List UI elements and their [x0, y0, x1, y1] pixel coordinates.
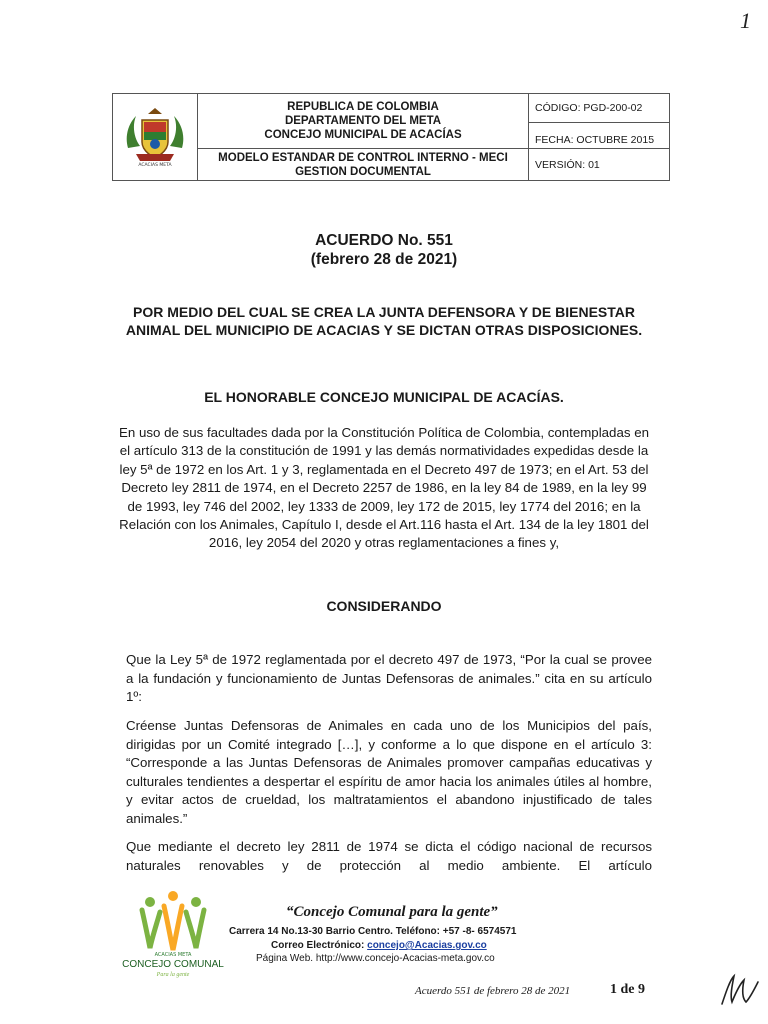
- legal-basis-paragraph: En uso de sus facultades dada por la Constitución Política de Colombia, contempladas en el artículo 313 de la constitución de 1991 y las demás normatividades expedidas desde la ley 5ª de 1972 en los Art. 1 y 3, reglamentada en el Decreto 497 de 1973; en el Art. 53 del Decreto ley 2811 de 1974, en el Decreto 2257 de 1986, en la ley 84 de 1989, en la ley 99 de 1993, ley 746 del 2002, ley 1333 de 2009, ley 172 de 2015, ley 1774 del 2016; en la Relación con los Animales, Capítulo I, desde el Art.116 hasta el Art. 134 de la ley 1801 del 2016, ley 2054 del 2020 y otras reglamentaciones a fines y,: [119, 425, 649, 551]
- logo-top-text: ACACIAS META: [154, 952, 192, 958]
- department-line: DEPARTAMENTO DEL META: [284, 115, 442, 127]
- coat-of-arms-icon: [122, 104, 188, 170]
- agreement-reference: Acuerdo 551 de febrero 28 de 2021: [415, 985, 571, 997]
- organization-block: [198, 94, 528, 149]
- document-version: VERSIÓN: 01: [535, 158, 600, 171]
- municipal-coat-of-arms: [113, 94, 198, 180]
- handwritten-page-mark: 1: [740, 8, 751, 33]
- council-heading: EL HONORABLE CONCEJO MUNICIPAL DE ACACÍAS.: [204, 389, 564, 405]
- agreement-subject: POR MEDIO DEL CUAL SE CREA LA JUNTA DEFENSORA Y DE BIENESTAR ANIMAL DEL MUNICIPIO DE ACACIAS Y SE DICTAN OTRAS DISPOSICIONES.: [125, 304, 643, 338]
- agreement-title-block: [0, 231, 768, 269]
- page-number: 1 de 9: [610, 982, 645, 997]
- considerando-heading: CONSIDERANDO: [326, 598, 442, 614]
- document-header-table: [112, 93, 670, 181]
- paragraph-juntas-defensoras: Créense Juntas Defensoras de Animales en cada uno de los Municipios del país, dirigidas por un Comité integrado […], y conforme a lo que dispone en el artículo 3: “Corresponde a las Juntas Defensoras de Animales promover campañas educativas y culturales tendientes a despertar el espíritu de amor hacia los animales útiles al hombre, y evitar actos de crueldad, los maltratamientos el abandono injustificado de tales animales.”: [126, 718, 652, 826]
- country-line: REPUBLICA DE COLOMBIA: [287, 101, 439, 113]
- council-website: Página Web. http://www.concejo-Acacias-meta.gov.co: [256, 953, 495, 964]
- agreement-number: ACUERDO No. 551: [315, 232, 453, 249]
- control-system-block: [198, 149, 528, 180]
- council-email-line: [271, 940, 487, 951]
- paragraph-ley-5: Que la Ley 5ª de 1972 reglamentada por el decreto 497 de 1973, “Por la cual se provee a la fundación y funcionamiento de Juntas Defensoras de animales.” cita en su artículo 1º:: [126, 652, 652, 705]
- logo-tagline: Para la gente: [156, 972, 190, 978]
- email-label: Correo Electrónico:: [271, 940, 368, 951]
- document-management-line: GESTION DOCUMENTAL: [295, 165, 431, 178]
- council-slogan: “Concejo Comunal para la gente”: [286, 904, 498, 920]
- logo-name: CONCEJO COMUNAL: [122, 959, 224, 970]
- email-link[interactable]: concejo@Acacias.gov.co: [367, 940, 487, 951]
- paragraph-decreto-2811: [126, 838, 652, 875]
- coat-of-arms-caption: ACACIAS META: [138, 163, 172, 168]
- concejo-comunal-logo: [118, 888, 228, 980]
- council-line: CONCEJO MUNICIPAL DE ACACÍAS: [264, 129, 462, 141]
- paragraph-decreto-2811-text: Que mediante el decreto ley 2811 de 1974 se dicta el código nacional de recursos naturales renovables y de protección al medio ambiente. El artículo: [126, 839, 652, 873]
- control-model-line: MODELO ESTANDAR DE CONTROL INTERNO - MECI: [218, 151, 508, 164]
- document-code: CÓDIGO: PGD-200-02: [529, 94, 669, 123]
- document-date: FECHA: OCTUBRE 2015: [529, 123, 669, 149]
- agreement-date: (febrero 28 de 2021): [310, 251, 458, 268]
- handwritten-initials: [718, 972, 764, 1008]
- council-address: Carrera 14 No.13-30 Barrio Centro. Teléfono: +57 -8- 6574571: [229, 926, 517, 937]
- concejo-comunal-logo-icon: [118, 888, 228, 980]
